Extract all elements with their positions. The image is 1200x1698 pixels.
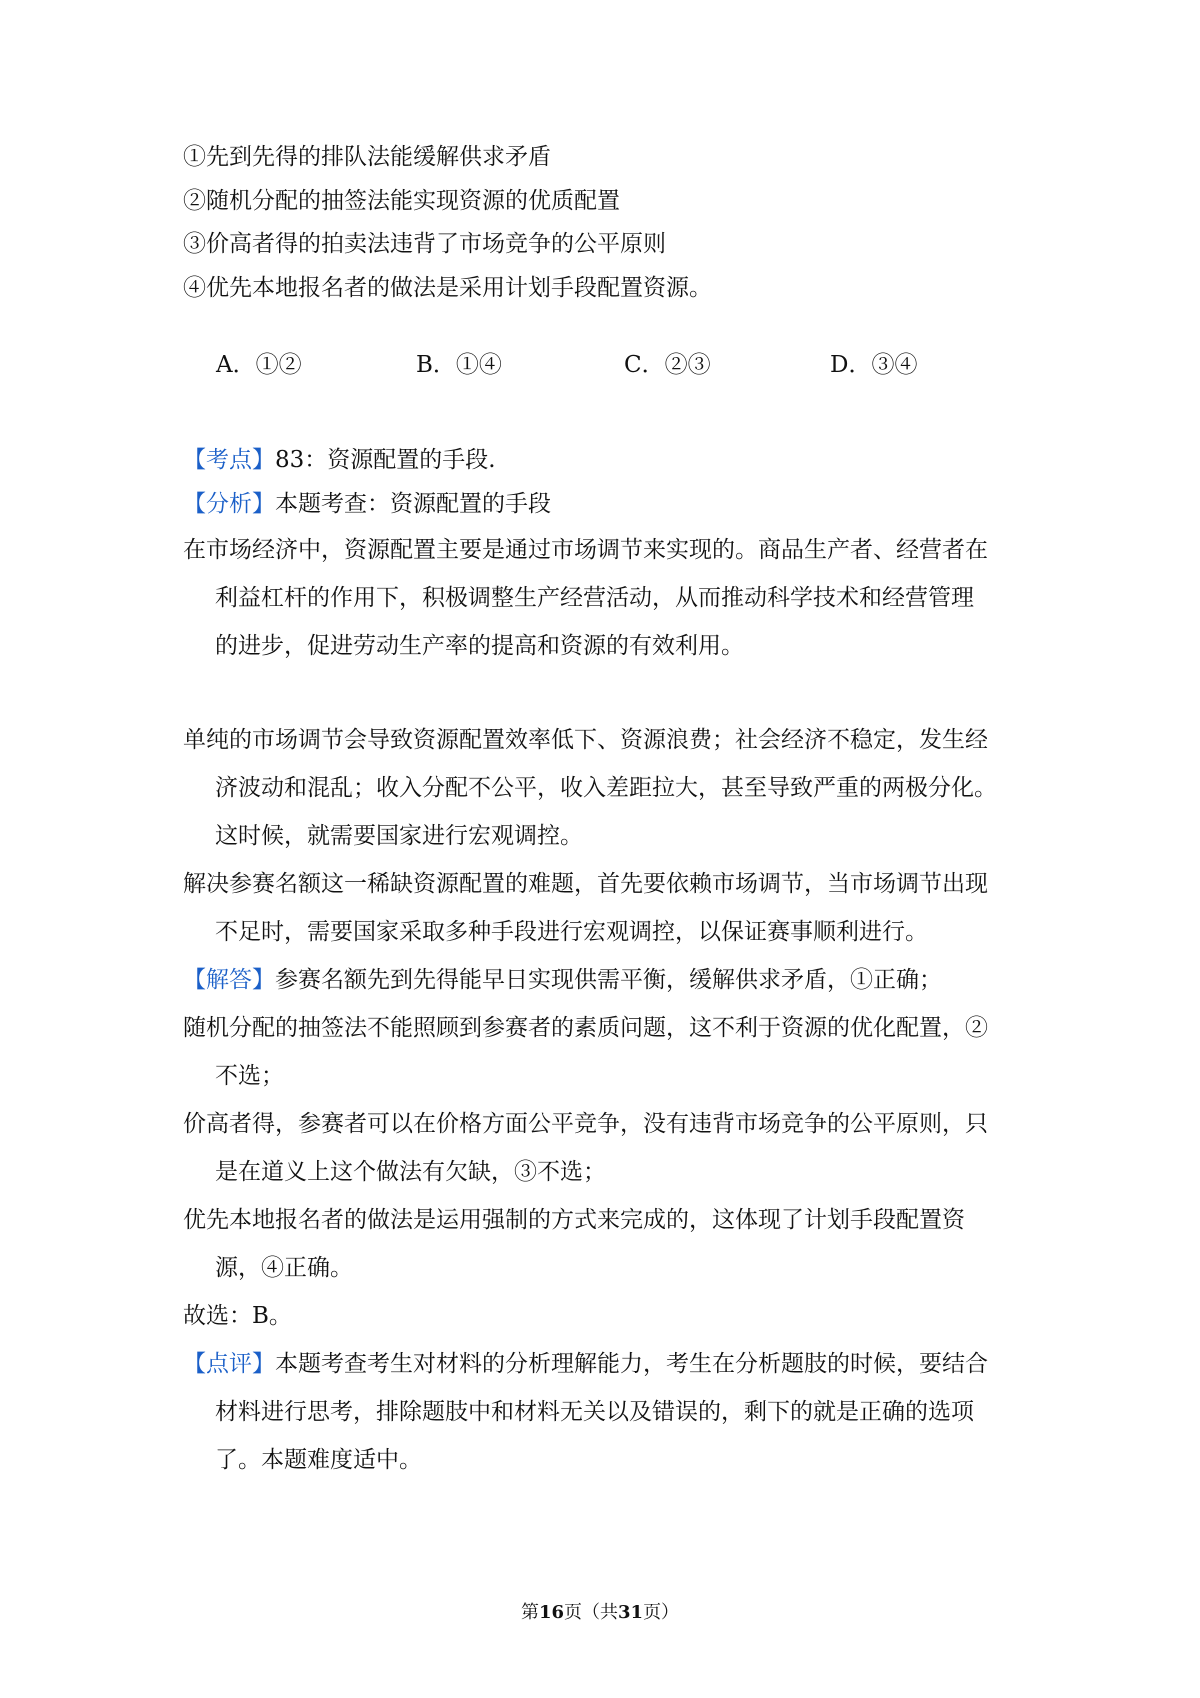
paragraph-3-line-2: 不足时，需要国家采取多种手段进行宏观调控，以保证赛事顺利进行。 [215,919,928,945]
footer-page-number: 16 [538,1602,564,1623]
kaodian-line [183,445,1043,475]
dianping-tag: 【点评】 [183,1351,275,1377]
paragraph-1-line-3: 的进步，促进劳动生产率的提高和资源的有效利用。 [215,633,744,659]
jieda-4-line-2: 源，④正确。 [215,1255,353,1281]
kaodian-text: 83：资源配置的手段. [275,447,496,473]
dianping-text-1: 本题考查考生对材料的分析理解能力，考生在分析题肢的时候，要结合 [275,1351,988,1377]
footer-middle: 页（共 [564,1602,618,1623]
fenxi-line [183,489,1043,519]
paragraph-1-line-1: 在市场经济中，资源配置主要是通过市场调节来实现的。商品生产者、经营者在 [183,537,988,563]
jieda-text: 参赛名额先到先得能早日实现供需平衡，缓解供求矛盾，①正确； [275,967,942,993]
jieda-2-line-2: 不选； [215,1063,284,1089]
paragraph-1-line-2: 利益杠杆的作用下，积极调整生产经营活动，从而推动科学技术和经营管理 [215,585,974,611]
option-d: D．③④ [830,352,918,378]
jieda-tag: 【解答】 [183,967,275,993]
paragraph-2-line-1: 单纯的市场调节会导致资源配置效率低下、资源浪费；社会经济不稳定，发生经 [183,727,988,753]
jieda-3-line-2: 是在道义上这个做法有欠缺，③不选； [215,1159,606,1185]
dianping-text-3: 了。本题难度适中。 [215,1447,422,1473]
jieda-4-line-1: 优先本地报名者的做法是运用强制的方式来完成的，这体现了计划手段配置资 [183,1207,965,1233]
option-c: C．②③ [624,352,711,378]
paragraph-2-line-3: 这时候，就需要国家进行宏观调控。 [215,823,583,849]
fenxi-text: 本题考查：资源配置的手段 [275,491,551,517]
option-b: B．①④ [416,352,502,378]
footer-prefix: 第 [520,1602,539,1623]
fenxi-tag: 【分析】 [183,491,275,517]
option-a: A．①② [216,352,302,378]
jieda-2-line-1: 随机分配的抽签法不能照顾到参赛者的素质问题，这不利于资源的优化配置，② [183,1015,988,1041]
dianping-line [183,1349,1043,1379]
statement-3: ③价高者得的拍卖法违背了市场竞争的公平原则 [183,231,666,257]
paragraph-2-line-2: 济波动和混乱；收入分配不公平，收入差距拉大，甚至导致严重的两极分化。 [215,775,997,801]
answer-options [216,346,976,378]
answer-line: 故选：B。 [183,1303,292,1329]
statement-2: ②随机分配的抽签法能实现资源的优质配置 [183,188,620,214]
kaodian-tag: 【考点】 [183,447,275,473]
jieda-line [183,965,1043,995]
statement-1: ①先到先得的排队法能缓解供求矛盾 [183,144,551,170]
footer-suffix: 页） [643,1602,680,1623]
dianping-text-2: 材料进行思考，排除题肢中和材料无关以及错误的，剩下的就是正确的选项 [215,1399,974,1425]
page-footer [0,1601,1200,1625]
statement-4: ④优先本地报名者的做法是采用计划手段配置资源。 [183,275,712,301]
jieda-3-line-1: 价高者得，参赛者可以在价格方面公平竞争，没有违背市场竞争的公平原则，只 [183,1111,988,1137]
footer-total-pages: 31 [618,1602,644,1623]
paragraph-3-line-1: 解决参赛名额这一稀缺资源配置的难题，首先要依赖市场调节，当市场调节出现 [183,871,988,897]
